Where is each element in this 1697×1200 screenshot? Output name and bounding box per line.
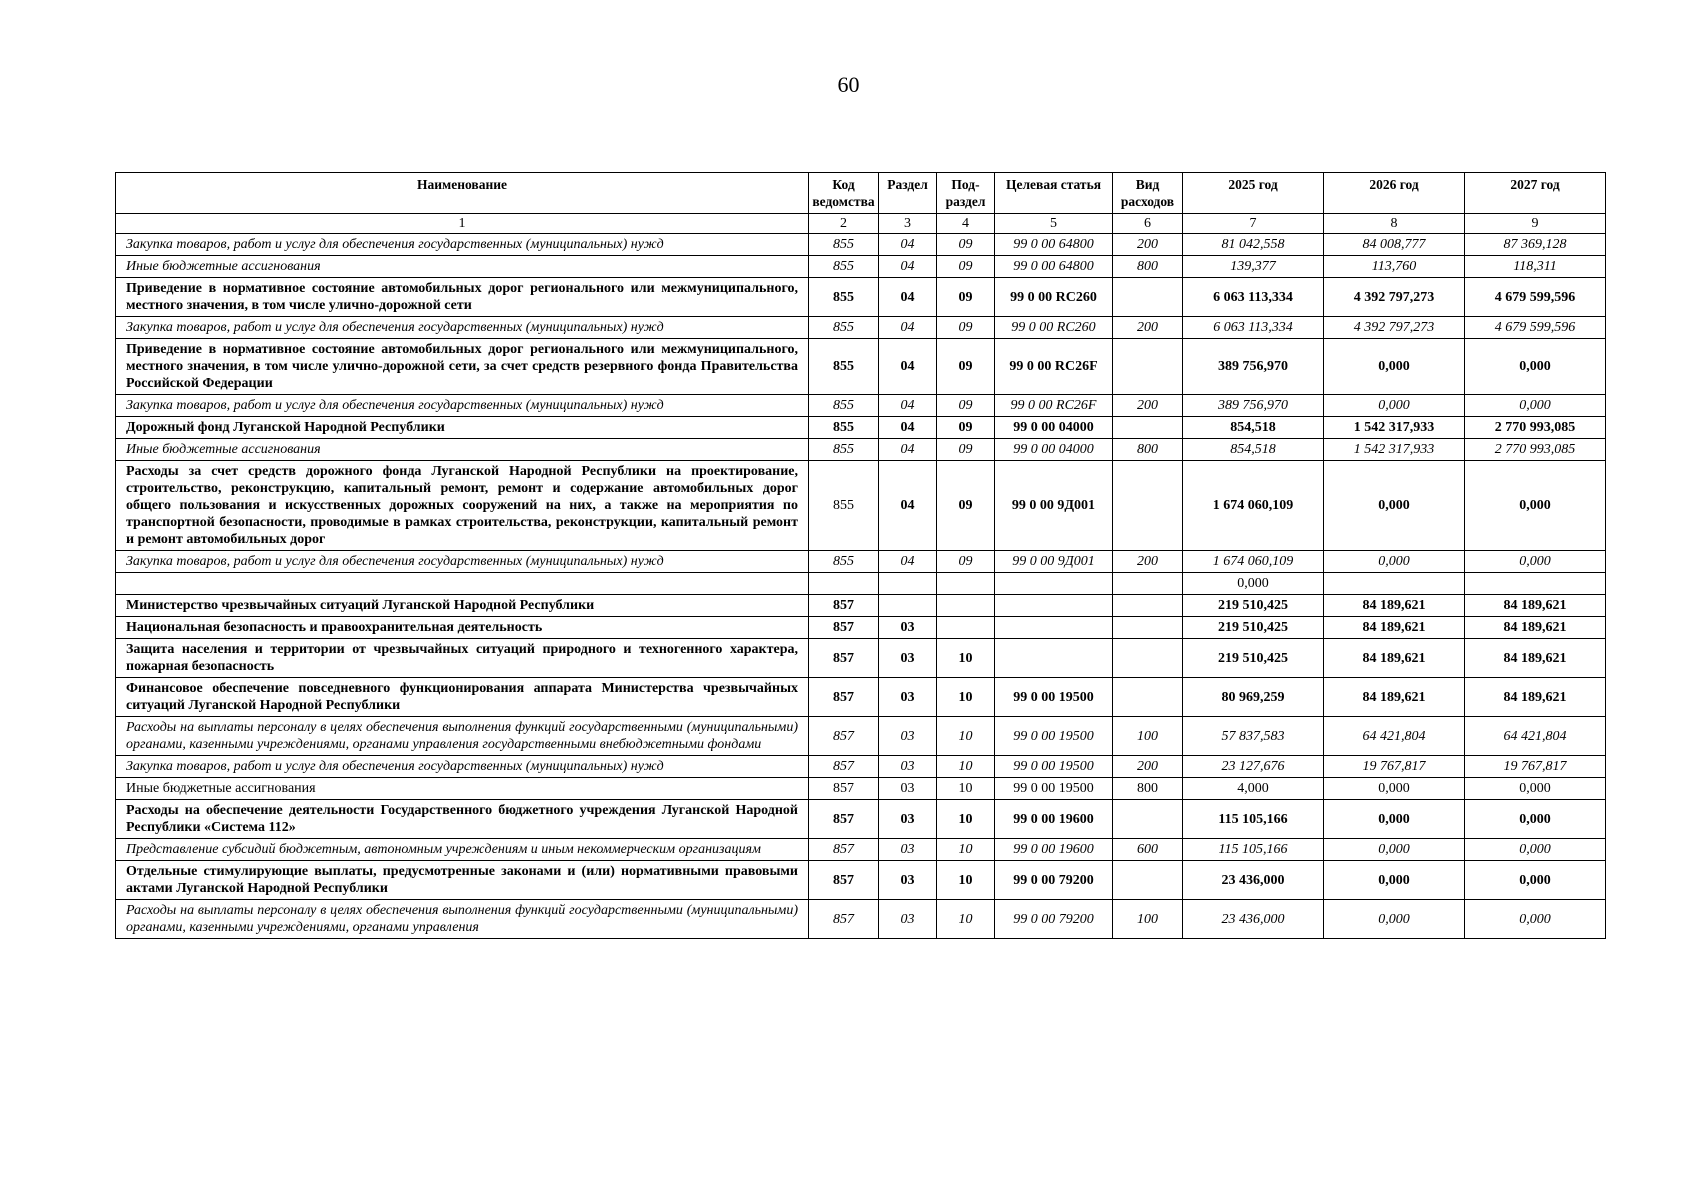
budget-table-body (116, 234, 1606, 939)
row-section: 03 (879, 900, 937, 939)
row-expense-type (1113, 800, 1183, 839)
row-subsection: 10 (937, 800, 995, 839)
row-subsection: 10 (937, 900, 995, 939)
row-subsection: 10 (937, 839, 995, 861)
column-number: 3 (879, 214, 937, 234)
row-2027-amount: 19 767,817 (1465, 756, 1606, 778)
column-number: 8 (1324, 214, 1465, 234)
row-subsection: 09 (937, 551, 995, 573)
column-number: 5 (995, 214, 1113, 234)
row-2027-amount: 84 189,621 (1465, 678, 1606, 717)
row-name: Иные бюджетные ассигнования (116, 439, 809, 461)
row-target-article: 99 0 00 RC260 (995, 317, 1113, 339)
column-number: 1 (116, 214, 809, 234)
row-dept-code (809, 573, 879, 595)
row-dept-code: 855 (809, 439, 879, 461)
row-2026-amount: 0,000 (1324, 551, 1465, 573)
table-row (116, 551, 1606, 573)
row-2025-amount: 6 063 113,334 (1183, 278, 1324, 317)
row-2025-amount: 23 127,676 (1183, 756, 1324, 778)
row-dept-code: 857 (809, 900, 879, 939)
row-2026-amount: 4 392 797,273 (1324, 317, 1465, 339)
row-2026-amount: 0,000 (1324, 839, 1465, 861)
row-name: Защита населения и территории от чрезвычайных ситуаций природного и техногенного характера, пожарная безопасность (116, 639, 809, 678)
row-2027-amount: 4 679 599,596 (1465, 317, 1606, 339)
row-target-article: 99 0 00 79200 (995, 861, 1113, 900)
row-subsection (937, 573, 995, 595)
row-expense-type (1113, 595, 1183, 617)
row-2027-amount: 0,000 (1465, 900, 1606, 939)
header-subsection: Под-раздел (937, 173, 995, 214)
row-2026-amount: 1 542 317,933 (1324, 417, 1465, 439)
row-expense-type: 600 (1113, 839, 1183, 861)
row-2027-amount: 84 189,621 (1465, 617, 1606, 639)
table-row (116, 573, 1606, 595)
row-dept-code: 857 (809, 778, 879, 800)
column-number: 4 (937, 214, 995, 234)
column-number: 7 (1183, 214, 1324, 234)
row-subsection: 09 (937, 317, 995, 339)
row-2027-amount: 0,000 (1465, 461, 1606, 551)
row-target-article: 99 0 00 RC26F (995, 395, 1113, 417)
row-target-article: 99 0 00 RC26F (995, 339, 1113, 395)
row-2027-amount: 84 189,621 (1465, 639, 1606, 678)
row-2026-amount: 19 767,817 (1324, 756, 1465, 778)
row-expense-type (1113, 339, 1183, 395)
header-name: Наименование (116, 173, 809, 214)
table-row (116, 234, 1606, 256)
row-section: 03 (879, 678, 937, 717)
row-name: Иные бюджетные ассигнования (116, 256, 809, 278)
row-2027-amount: 0,000 (1465, 339, 1606, 395)
row-2027-amount: 0,000 (1465, 551, 1606, 573)
row-name (116, 573, 809, 595)
row-2026-amount: 0,000 (1324, 395, 1465, 417)
row-expense-type (1113, 639, 1183, 678)
row-name: Закупка товаров, работ и услуг для обеспечения государственных (муниципальных) нужд (116, 395, 809, 417)
row-dept-code: 855 (809, 256, 879, 278)
row-section: 04 (879, 339, 937, 395)
row-2026-amount: 4 392 797,273 (1324, 278, 1465, 317)
page-number: 60 (837, 72, 860, 97)
row-target-article: 99 0 00 19500 (995, 778, 1113, 800)
table-row (116, 678, 1606, 717)
row-2025-amount: 0,000 (1183, 573, 1324, 595)
row-subsection: 10 (937, 678, 995, 717)
row-section: 03 (879, 617, 937, 639)
row-2026-amount: 0,000 (1324, 339, 1465, 395)
row-2027-amount: 0,000 (1465, 778, 1606, 800)
row-section: 04 (879, 234, 937, 256)
row-dept-code: 857 (809, 678, 879, 717)
header-2025: 2025 год (1183, 173, 1324, 214)
row-2026-amount: 0,000 (1324, 778, 1465, 800)
row-dept-code: 855 (809, 461, 879, 551)
header-expense-type: Вид расходов (1113, 173, 1183, 214)
row-2025-amount: 115 105,166 (1183, 839, 1324, 861)
row-2027-amount: 4 679 599,596 (1465, 278, 1606, 317)
row-section (879, 573, 937, 595)
row-subsection: 09 (937, 256, 995, 278)
row-dept-code: 855 (809, 317, 879, 339)
row-target-article (995, 617, 1113, 639)
row-target-article (995, 639, 1113, 678)
row-target-article (995, 595, 1113, 617)
table-row (116, 778, 1606, 800)
row-expense-type: 100 (1113, 717, 1183, 756)
row-section: 04 (879, 439, 937, 461)
row-subsection (937, 617, 995, 639)
table-row (116, 900, 1606, 939)
row-2025-amount: 389 756,970 (1183, 395, 1324, 417)
table-row (116, 439, 1606, 461)
row-2025-amount: 854,518 (1183, 439, 1324, 461)
row-expense-type: 200 (1113, 317, 1183, 339)
row-2027-amount: 118,311 (1465, 256, 1606, 278)
row-dept-code: 857 (809, 800, 879, 839)
row-2025-amount: 6 063 113,334 (1183, 317, 1324, 339)
row-section: 04 (879, 317, 937, 339)
row-subsection: 09 (937, 339, 995, 395)
row-2026-amount: 84 189,621 (1324, 639, 1465, 678)
row-expense-type (1113, 573, 1183, 595)
table-row (116, 317, 1606, 339)
row-2026-amount: 0,000 (1324, 800, 1465, 839)
row-2027-amount: 2 770 993,085 (1465, 417, 1606, 439)
row-expense-type: 200 (1113, 551, 1183, 573)
row-expense-type (1113, 278, 1183, 317)
table-row (116, 595, 1606, 617)
row-dept-code: 857 (809, 756, 879, 778)
row-section: 03 (879, 756, 937, 778)
row-2027-amount: 0,000 (1465, 395, 1606, 417)
row-expense-type (1113, 861, 1183, 900)
row-2025-amount: 219 510,425 (1183, 595, 1324, 617)
row-2027-amount: 64 421,804 (1465, 717, 1606, 756)
row-2025-amount: 139,377 (1183, 256, 1324, 278)
row-target-article (995, 573, 1113, 595)
column-number: 6 (1113, 214, 1183, 234)
row-section: 04 (879, 461, 937, 551)
row-2025-amount: 1 674 060,109 (1183, 461, 1324, 551)
row-dept-code: 857 (809, 595, 879, 617)
row-dept-code: 857 (809, 861, 879, 900)
row-subsection: 09 (937, 278, 995, 317)
row-2027-amount: 2 770 993,085 (1465, 439, 1606, 461)
header-section: Раздел (879, 173, 937, 214)
row-section: 04 (879, 278, 937, 317)
row-expense-type (1113, 617, 1183, 639)
table-row (116, 461, 1606, 551)
table-row (116, 717, 1606, 756)
row-expense-type (1113, 417, 1183, 439)
row-target-article: 99 0 00 9Д001 (995, 551, 1113, 573)
row-2026-amount: 84 189,621 (1324, 678, 1465, 717)
table-row (116, 278, 1606, 317)
row-dept-code: 857 (809, 717, 879, 756)
row-section: 04 (879, 395, 937, 417)
row-2027-amount: 87 369,128 (1465, 234, 1606, 256)
header-2026: 2026 год (1324, 173, 1465, 214)
row-2025-amount: 1 674 060,109 (1183, 551, 1324, 573)
row-name: Расходы за счет средств дорожного фонда Луганской Народной Республики на проектирование, строительство, реконструкцию, капитальный ремонт, ремонт и содержание автомобильных дорог общего пользования и искусственных дорожных сооружений на них, а также на мероприятия по транспортной безопасности, проводимые в рамках строительства, реконструкции, капитальный ремонт и ремонт автомобильных дорог (116, 461, 809, 551)
table-row (116, 256, 1606, 278)
row-2026-amount: 1 542 317,933 (1324, 439, 1465, 461)
row-dept-code: 857 (809, 617, 879, 639)
row-dept-code: 855 (809, 395, 879, 417)
row-target-article: 99 0 00 9Д001 (995, 461, 1113, 551)
table-row (116, 639, 1606, 678)
row-2026-amount: 84 189,621 (1324, 595, 1465, 617)
row-section: 04 (879, 551, 937, 573)
row-2025-amount: 57 837,583 (1183, 717, 1324, 756)
row-subsection: 10 (937, 756, 995, 778)
row-2025-amount: 389 756,970 (1183, 339, 1324, 395)
row-subsection: 10 (937, 861, 995, 900)
row-section: 03 (879, 800, 937, 839)
row-name: Представление субсидий бюджетным, автономным учреждениям и иным некоммерческим организациям (116, 839, 809, 861)
row-2025-amount: 219 510,425 (1183, 639, 1324, 678)
table-row (116, 839, 1606, 861)
row-2026-amount: 84 008,777 (1324, 234, 1465, 256)
row-name: Расходы на обеспечение деятельности Государственного бюджетного учреждения Луганской Народной Республики «Система 112» (116, 800, 809, 839)
row-name: Отдельные стимулирующие выплаты, предусмотренные законами и (или) нормативными правовыми актами Луганской Народной Республики (116, 861, 809, 900)
row-expense-type (1113, 678, 1183, 717)
row-dept-code: 855 (809, 339, 879, 395)
row-section: 04 (879, 256, 937, 278)
row-target-article: 99 0 00 19600 (995, 839, 1113, 861)
column-number: 9 (1465, 214, 1606, 234)
row-section: 03 (879, 861, 937, 900)
row-subsection: 10 (937, 778, 995, 800)
header-row (116, 173, 1606, 214)
row-target-article: 99 0 00 64800 (995, 256, 1113, 278)
row-name: Закупка товаров, работ и услуг для обеспечения государственных (муниципальных) нужд (116, 756, 809, 778)
column-number-row (116, 214, 1606, 234)
row-target-article: 99 0 00 RC260 (995, 278, 1113, 317)
row-2025-amount: 115 105,166 (1183, 800, 1324, 839)
table-row (116, 756, 1606, 778)
row-dept-code: 855 (809, 234, 879, 256)
row-subsection: 09 (937, 395, 995, 417)
row-subsection (937, 595, 995, 617)
budget-table (115, 172, 1606, 939)
row-expense-type: 800 (1113, 439, 1183, 461)
row-dept-code: 857 (809, 839, 879, 861)
row-target-article: 99 0 00 19500 (995, 678, 1113, 717)
row-2026-amount: 84 189,621 (1324, 617, 1465, 639)
row-name: Расходы на выплаты персоналу в целях обеспечения выполнения функций государственными (муниципальными) органами, казенными учреждениями, органами управления государственными внебюджетными фондами (116, 717, 809, 756)
table-row (116, 339, 1606, 395)
row-expense-type (1113, 461, 1183, 551)
row-name: Закупка товаров, работ и услуг для обеспечения государственных (муниципальных) нужд (116, 551, 809, 573)
row-dept-code: 855 (809, 278, 879, 317)
row-subsection: 10 (937, 639, 995, 678)
row-2025-amount: 80 969,259 (1183, 678, 1324, 717)
row-section: 03 (879, 839, 937, 861)
row-2026-amount (1324, 573, 1465, 595)
row-subsection: 09 (937, 461, 995, 551)
row-2025-amount: 23 436,000 (1183, 900, 1324, 939)
row-2026-amount: 64 421,804 (1324, 717, 1465, 756)
row-expense-type: 200 (1113, 395, 1183, 417)
row-target-article: 99 0 00 79200 (995, 900, 1113, 939)
row-2027-amount (1465, 573, 1606, 595)
row-expense-type: 800 (1113, 256, 1183, 278)
row-target-article: 99 0 00 04000 (995, 439, 1113, 461)
row-2027-amount: 0,000 (1465, 839, 1606, 861)
column-number: 2 (809, 214, 879, 234)
row-name: Приведение в нормативное состояние автомобильных дорог регионального или межмуниципального, местного значения, в том числе улично-дорожной сети, за счет средств резервного фонда Правительства Российской Федерации (116, 339, 809, 395)
row-2026-amount: 0,000 (1324, 900, 1465, 939)
row-subsection: 09 (937, 417, 995, 439)
row-name: Дорожный фонд Луганской Народной Республики (116, 417, 809, 439)
row-name: Приведение в нормативное состояние автомобильных дорог регионального или межмуниципального, местного значения, в том числе улично-дорожной сети (116, 278, 809, 317)
row-2026-amount: 113,760 (1324, 256, 1465, 278)
row-target-article: 99 0 00 04000 (995, 417, 1113, 439)
row-subsection: 09 (937, 439, 995, 461)
header-dept: Код ведомства (809, 173, 879, 214)
row-section: 03 (879, 717, 937, 756)
header-target: Целевая статья (995, 173, 1113, 214)
row-2025-amount: 854,518 (1183, 417, 1324, 439)
row-name: Финансовое обеспечение повседневного функционирования аппарата Министерства чрезвычайных ситуаций Луганской Народной Республики (116, 678, 809, 717)
row-2025-amount: 4,000 (1183, 778, 1324, 800)
row-section (879, 595, 937, 617)
row-dept-code: 857 (809, 639, 879, 678)
header-2027: 2027 год (1465, 173, 1606, 214)
row-section: 03 (879, 778, 937, 800)
row-2025-amount: 219 510,425 (1183, 617, 1324, 639)
row-section: 03 (879, 639, 937, 678)
row-expense-type: 100 (1113, 900, 1183, 939)
row-target-article: 99 0 00 64800 (995, 234, 1113, 256)
table-row (116, 417, 1606, 439)
row-2027-amount: 0,000 (1465, 861, 1606, 900)
row-subsection: 10 (937, 717, 995, 756)
table-row (116, 617, 1606, 639)
row-2025-amount: 23 436,000 (1183, 861, 1324, 900)
row-name: Закупка товаров, работ и услуг для обеспечения государственных (муниципальных) нужд (116, 317, 809, 339)
row-2027-amount: 0,000 (1465, 800, 1606, 839)
row-name: Закупка товаров, работ и услуг для обеспечения государственных (муниципальных) нужд (116, 234, 809, 256)
row-name: Иные бюджетные ассигнования (116, 778, 809, 800)
row-expense-type: 800 (1113, 778, 1183, 800)
table-row (116, 395, 1606, 417)
row-name: Национальная безопасность и правоохранительная деятельность (116, 617, 809, 639)
row-target-article: 99 0 00 19500 (995, 756, 1113, 778)
row-name: Расходы на выплаты персоналу в целях обеспечения выполнения функций государственными (муниципальными) органами, казенными учреждениями, органами управления (116, 900, 809, 939)
row-dept-code: 855 (809, 551, 879, 573)
table-row (116, 861, 1606, 900)
row-2027-amount: 84 189,621 (1465, 595, 1606, 617)
row-expense-type: 200 (1113, 234, 1183, 256)
row-target-article: 99 0 00 19600 (995, 800, 1113, 839)
row-subsection: 09 (937, 234, 995, 256)
row-section: 04 (879, 417, 937, 439)
table-row (116, 800, 1606, 839)
row-dept-code: 855 (809, 417, 879, 439)
row-name: Министерство чрезвычайных ситуаций Луганской Народной Республики (116, 595, 809, 617)
row-target-article: 99 0 00 19500 (995, 717, 1113, 756)
row-expense-type: 200 (1113, 756, 1183, 778)
row-2026-amount: 0,000 (1324, 861, 1465, 900)
row-2025-amount: 81 042,558 (1183, 234, 1324, 256)
row-2026-amount: 0,000 (1324, 461, 1465, 551)
